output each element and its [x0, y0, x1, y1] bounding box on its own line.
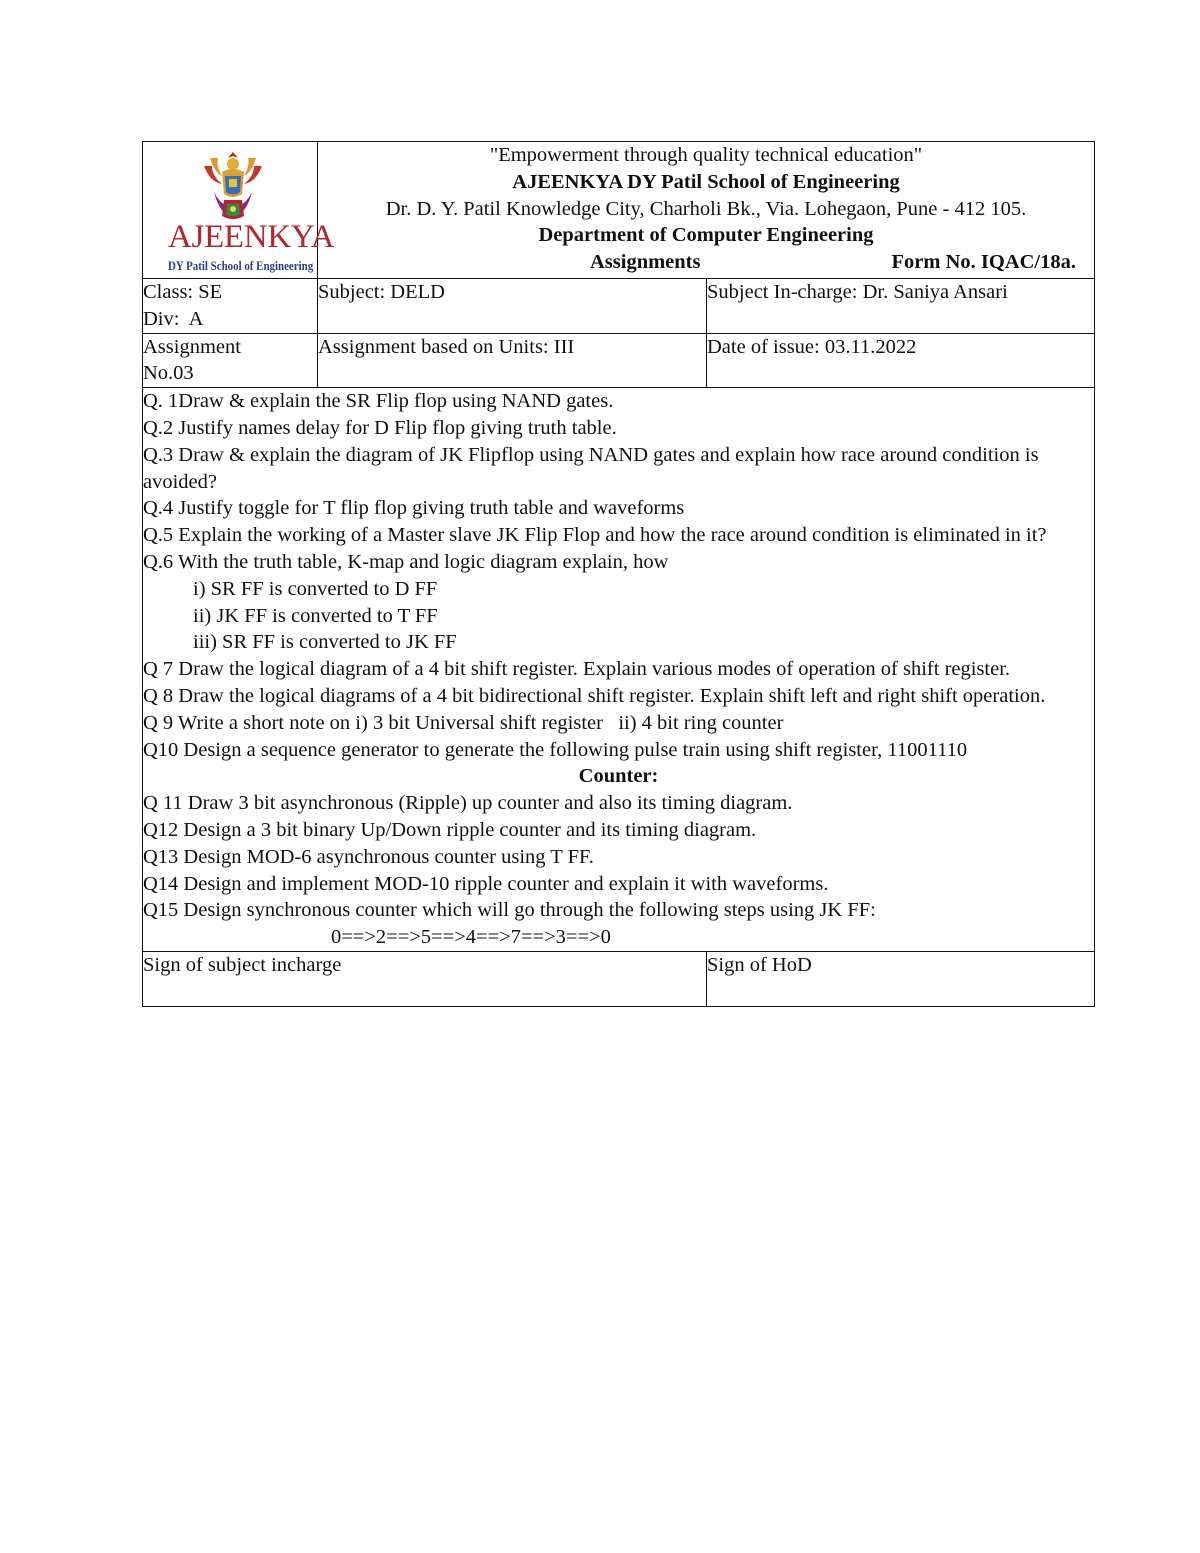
- department-name: Department of Computer Engineering: [538, 224, 874, 247]
- class-cell: [143, 279, 318, 334]
- motto: "Empowerment through quality technical education": [489, 144, 923, 166]
- assignments-label: Assignments: [590, 251, 701, 274]
- question-item: Q.6 With the truth table, K-map and logic diagram explain, how: [143, 550, 669, 573]
- question-item: Q14 Design and implement MOD-10 ripple counter and explain it with waveforms.: [143, 872, 829, 895]
- question-item: Q 8 Draw the logical diagrams of a 4 bit bidirectional shift register. Explain shift left and right shift operation.: [143, 684, 1046, 707]
- sign-hod-label: Sign of HoD: [707, 953, 812, 976]
- question-item: Q 9 Write a short note on i) 3 bit Universal shift register ii) 4 bit ring counter: [143, 711, 784, 734]
- question-subitem: iii) SR FF is converted to JK FF: [193, 631, 457, 654]
- subject-incharge-value: Subject In-charge: Dr. Saniya Ansari: [707, 281, 1008, 303]
- question-item: Q. 1Draw & explain the SR Flip flop using NAND gates.: [143, 390, 614, 413]
- sign-subject-incharge-cell: [143, 951, 707, 1006]
- question-item: Q 7 Draw the logical diagram of a 4 bit shift register. Explain various modes of operation of shift register.: [143, 658, 1011, 681]
- institute-address: Dr. D. Y. Patil Knowledge City, Charholi Bk., Via. Lohegaon, Pune - 412 105.: [385, 197, 1027, 220]
- garuda-emblem-icon: [200, 148, 266, 224]
- sign-hod-cell: [707, 951, 1095, 1006]
- question-item: Q.5 Explain the working of a Master slave JK Flip Flop and how the race around condition is eliminated in it?: [143, 524, 1047, 547]
- logo-cell: [143, 142, 335, 279]
- question-item: Q13 Design MOD-6 asynchronous counter using T FF.: [143, 845, 594, 868]
- question-item: Q10 Design a sequence generator to generate the following pulse train using shift register, 11001110: [143, 738, 968, 761]
- date-of-issue: Date of issue: 03.11.2022: [707, 335, 917, 358]
- question-item: Q.3 Draw & explain the diagram of JK Flipflop using NAND gates and explain how race around condition is avoided?: [143, 443, 1039, 493]
- date-cell: [707, 333, 1095, 388]
- sign-subject-incharge-label: Sign of subject incharge: [143, 953, 342, 976]
- units-cell: [318, 333, 707, 388]
- institute-logo: [165, 148, 335, 276]
- institute-name: AJEENKYA DY Patil School of Engineering: [512, 170, 900, 193]
- units-value: Assignment based on Units: III: [318, 335, 575, 358]
- counter-heading: Counter:: [578, 765, 659, 788]
- subject-value: Subject: DELD: [318, 281, 445, 303]
- logo-subtext: DY Patil School of Engineering: [168, 258, 314, 273]
- assignment-label: Assignment: [143, 335, 241, 358]
- state-sequence: 0==>2==>5==>4==>7==>3==>0: [331, 926, 611, 949]
- question-subitem: ii) JK FF is converted to T FF: [193, 604, 438, 627]
- subject-incharge-cell: [707, 279, 1095, 334]
- div-value: Div: A: [143, 307, 204, 330]
- assignment-number: No.03: [143, 362, 194, 385]
- question-item: Q.2 Justify names delay for D Flip flop giving truth table.: [143, 416, 617, 439]
- assignment-sheet: [142, 141, 1095, 1007]
- questions-cell: [143, 388, 1095, 952]
- header-cell: [318, 142, 1095, 279]
- form-number: Form No. IQAC/18a.: [891, 251, 1076, 274]
- question-subitem: i) SR FF is converted to D FF: [193, 577, 438, 600]
- class-value: Class: SE: [143, 281, 223, 303]
- question-item: Q15 Design synchronous counter which will go through the following steps using JK FF:: [143, 899, 876, 922]
- question-item: Q.4 Justify toggle for T flip flop giving truth table and waveforms: [143, 497, 685, 520]
- assignment-no-cell: [143, 333, 318, 388]
- question-item: Q12 Design a 3 bit binary Up/Down ripple counter and its timing diagram.: [143, 818, 757, 841]
- subject-cell: [318, 279, 707, 334]
- question-item: Q 11 Draw 3 bit asynchronous (Ripple) up counter and also its timing diagram.: [143, 792, 793, 815]
- logo-wordmark: AJEENKYA: [168, 219, 335, 255]
- assignments-line: [318, 249, 1094, 276]
